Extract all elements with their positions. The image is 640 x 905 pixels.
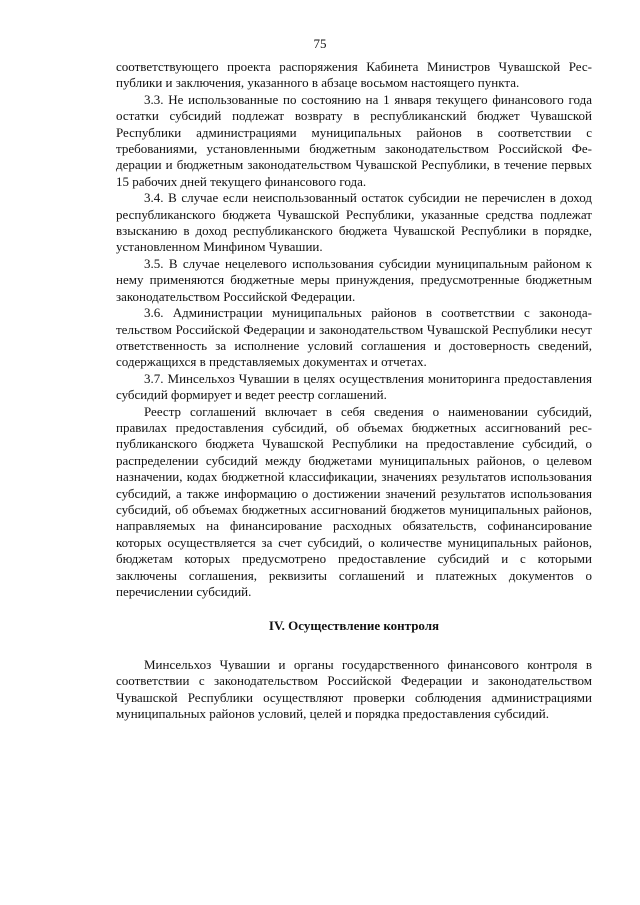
- paragraph-continuation: соответствующего проекта распоряжения Кабинета Министров Чувашской Республики и заключения, указанного в абзаце восьмом настоящего пункта.: [116, 59, 592, 91]
- paragraph-registry: Реестр соглашений включает в себя сведения о наименовании субсидий, правилах предоставления субсидий, об объемах бюджетных ассигнований республиканского бюджета Чувашской Республики на предоставление субсидий, о распределении субсидий между бюджетами муниципальных районов, о целевом назначении, кодах бюджетной классификации, значениях результатов использования субсидий, а также информацию о достижении значений результатов использования субсидий, об объемах бюджетных ассигнований бюджетов муниципальных районов, направляемых на финансирование расходных обязательств, софинансирование которых осуществляется за счет субсидий, о количестве муниципальных районов, бюджетам которых предусмотрено предоставление субсидий и с которыми заключены соглашения, реквизиты соглашений и платежных документов о перечислении субсидий.: [116, 403, 592, 599]
- paragraph-3-5: 3.5. В случае нецелевого использования субсидии муниципальным районом к нему применяются бюджетные меры принуждения, предусмотренные бюджетным законодательством Российской Федерации.: [116, 255, 592, 304]
- paragraph-3-7: 3.7. Минсельхоз Чувашии в целях осуществления мониторинга предоставления субсидий формирует и ведет реестр соглашений.: [116, 370, 592, 403]
- page-number: 75: [313, 36, 327, 51]
- paragraph-3-4: 3.4. В случае если неиспользованный остаток субсидии не перечислен в доход республиканского бюджета Чувашской Республики, указанные средства подлежат взысканию в доход республиканского бюджета Чувашской Республики в порядке, установленном Минфином Чувашии.: [116, 190, 592, 255]
- document-body: [116, 59, 592, 722]
- section-title: IV. Осуществление контроля: [268, 618, 440, 634]
- paragraph-3-3: 3.3. Не использованные по состоянию на 1 января текущего финансового года остатки субсидий подлежат возврату в республиканский бюджет Чувашской Республики администрациями муниципальных районов в соответствии с требованиями, установленными бюджетным законодательством Российской Федерации и бюджетным законодательством Чувашской Республики, в течение первых 15 рабочих дней текущего финансового года.: [116, 91, 592, 189]
- section-paragraph: Минсельхоз Чувашии и органы государственного финансового контроля в соответствии с законодательством Российской Федерации и законодательством Чувашской Республики осуществляют проверки соблюдения администрациями муниципальных районов условий, целей и порядка предоставления субсидий.: [116, 656, 592, 722]
- paragraph-3-6: 3.6. Администрации муниципальных районов в соответствии с законодательством Российской Федерации и законодательством Чувашской Республики несут ответственность за исполнение условий соглашения и достоверность сведений, содержащихся в представляемых документах и отчетах.: [116, 305, 592, 370]
